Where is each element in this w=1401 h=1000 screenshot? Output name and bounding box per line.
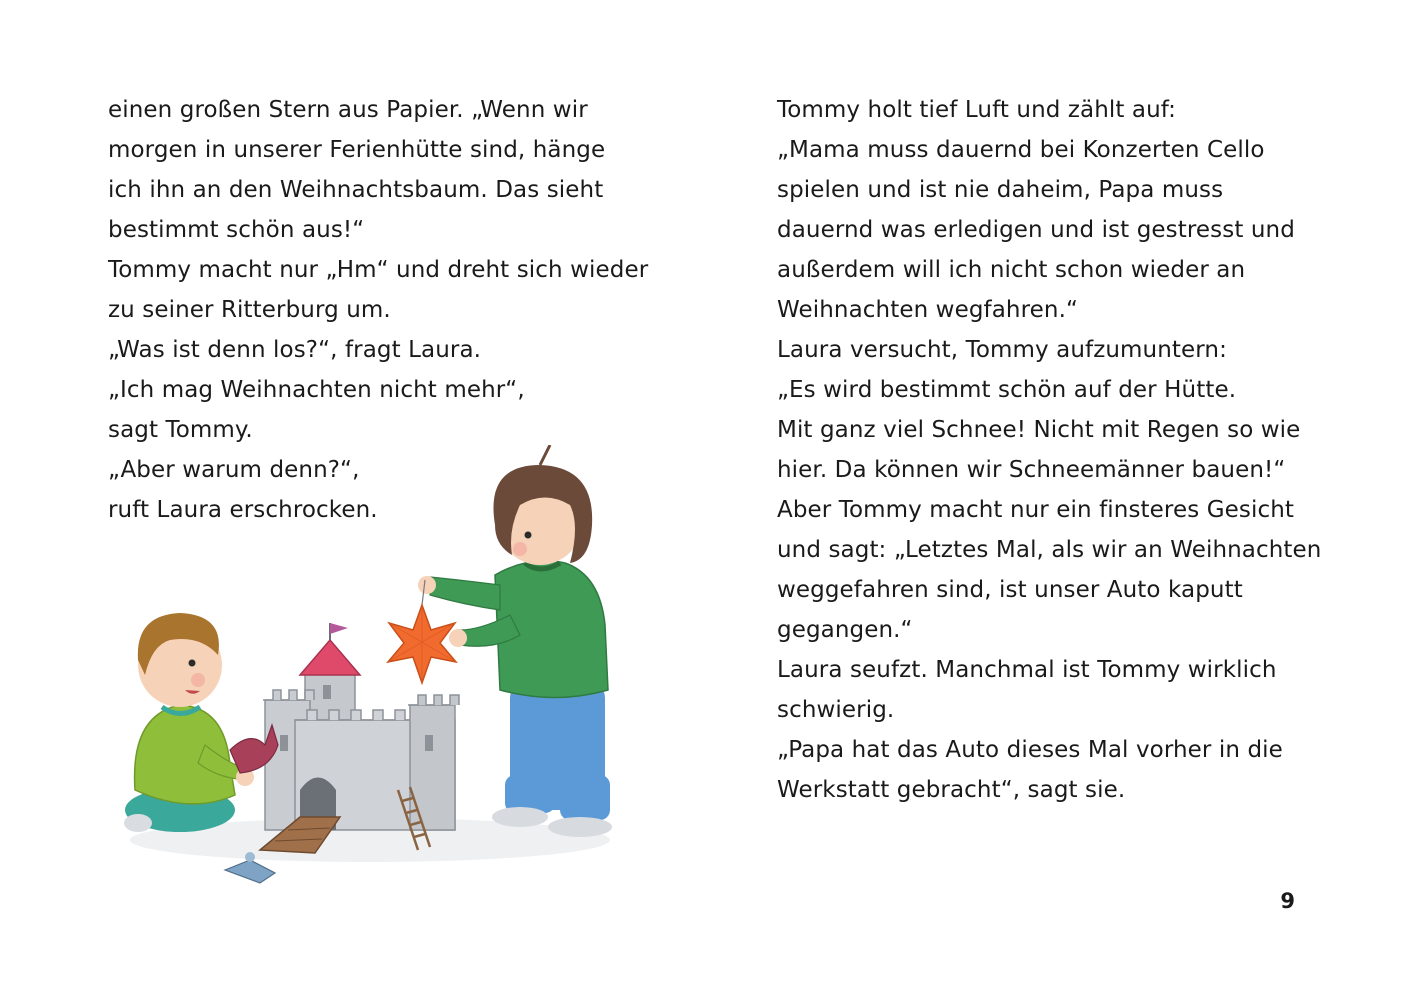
text-line: Tommy macht nur „Hm“ und dreht sich wieder <box>108 257 649 283</box>
text-line: ich ihn an den Weihnachtsbaum. Das sieht <box>108 177 604 203</box>
text-line: bestimmt schön aus!“ <box>108 217 365 243</box>
text-line: schwierig. <box>777 697 895 723</box>
text-line: „Aber warum denn?“, <box>108 457 360 483</box>
text-line: außerdem will ich nicht schon wieder an <box>777 257 1246 283</box>
text-line: dauernd was erledigen und ist gestresst und <box>777 217 1295 243</box>
right-text-column <box>777 90 1337 810</box>
text-line: morgen in unserer Ferienhütte sind, hänge <box>108 137 606 163</box>
text-line: Laura versucht, Tommy aufzumuntern: <box>777 337 1227 363</box>
text-line: Werkstatt gebracht“, sagt sie. <box>777 777 1126 803</box>
page-number: 9 <box>1280 889 1295 913</box>
text-line: Laura seufzt. Manchmal ist Tommy wirklich <box>777 657 1277 683</box>
text-line: „Mama muss dauernd bei Konzerten Cello <box>777 137 1265 163</box>
text-line: hier. Da können wir Schneemänner bauen!“ <box>777 457 1286 483</box>
text-line: und sagt: „Letztes Mal, als wir an Weihnachten <box>777 537 1322 563</box>
text-line: spielen und ist nie daheim, Papa muss <box>777 177 1224 203</box>
text-line: Weihnachten wegfahren.“ <box>777 297 1078 323</box>
text-line: „Papa hat das Auto dieses Mal vorher in die <box>777 737 1283 763</box>
tommy-figure <box>124 613 254 832</box>
text-line: zu seiner Ritterburg um. <box>108 297 391 323</box>
text-line: sagt Tommy. <box>108 417 253 443</box>
text-line: Tommy holt tief Luft und zählt auf: <box>777 97 1177 123</box>
text-line: „Was ist denn los?“, fragt Laura. <box>108 337 482 363</box>
text-line: gegangen.“ <box>777 617 913 643</box>
story-illustration <box>100 445 630 895</box>
text-line: „Ich mag Weihnachten nicht mehr“, <box>108 377 525 403</box>
text-line: „Es wird bestimmt schön auf der Hütte. <box>777 377 1237 403</box>
text-line: einen großen Stern aus Papier. „Wenn wir <box>108 97 588 123</box>
text-line: Mit ganz viel Schnee! Nicht mit Regen so wie <box>777 417 1301 443</box>
text-line: weggefahren sind, ist unser Auto kaputt <box>777 577 1243 603</box>
text-line: ruft Laura erschrocken. <box>108 497 378 523</box>
text-line: Aber Tommy macht nur ein finsteres Gesicht <box>777 497 1294 523</box>
